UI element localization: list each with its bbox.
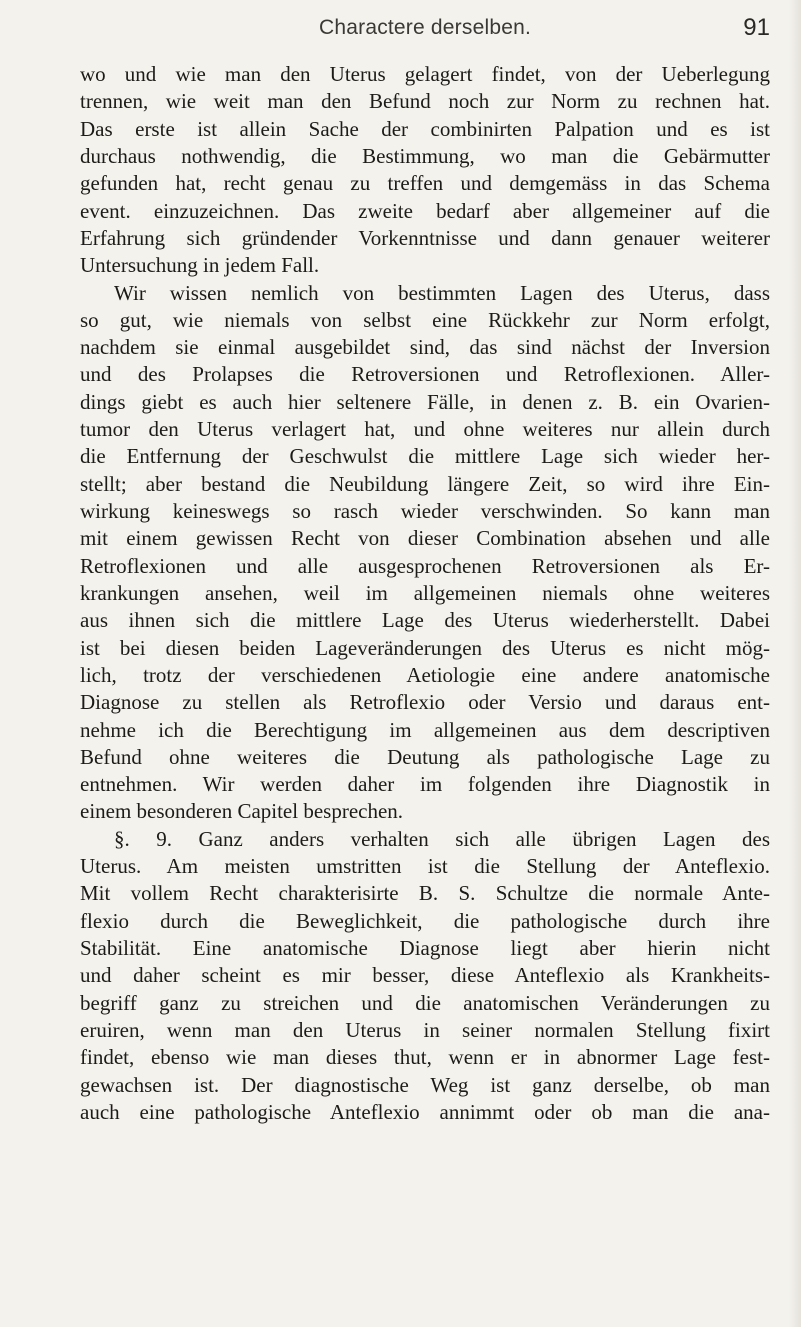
text-line: entnehmen. Wir werden daher im folgenden ihre Diagnostik in <box>80 772 770 797</box>
text-line: Mit vollem Recht charakterisirte B. S. Schultze die normale Ante- <box>80 881 770 906</box>
text-line: und des Prolapses die Retroversionen und Retroflexionen. Aller- <box>80 362 770 387</box>
text-line: findet, ebenso wie man dieses thut, wenn er in abnormer Lage fest- <box>80 1045 770 1070</box>
text-line: Befund ohne weiteres die Deutung als pathologische Lage zu <box>80 744 770 769</box>
page-edge-shadow <box>789 0 801 1327</box>
text-line: nehme ich die Berechtigung im allgemeinen aus dem descriptiven <box>80 717 770 742</box>
text-line: wirkung keineswegs so rasch wieder verschwinden. So kann man <box>80 499 770 523</box>
text-line: auch eine pathologische Anteflexio annimmt oder ob man die ana- <box>80 1099 770 1124</box>
text-line: gefunden hat, recht genau zu treffen und demgemäss in das Schema <box>80 171 770 196</box>
running-title: Charactere derselben. <box>319 16 531 39</box>
text-line: flexio durch die Beweglichkeit, die pathologische durch ihre <box>80 908 770 933</box>
text-line: durchaus nothwendig, die Bestimmung, wo man die Gebärmutter <box>80 143 770 168</box>
text-line: ist bei diesen beiden Lageveränderungen des Uterus es nicht mög- <box>80 635 770 660</box>
text-line: Diagnose zu stellen als Retroflexio oder Versio und daraus ent- <box>80 690 770 715</box>
text-line: gewachsen ist. Der diagnostische Weg ist ganz derselbe, ob man <box>80 1072 770 1097</box>
text-line: eruiren, wenn man den Uterus in seiner normalen Stellung fixirt <box>80 1017 770 1042</box>
text-line: die Entfernung der Geschwulst die mittlere Lage sich wieder her- <box>80 444 770 469</box>
text-line: wo und wie man den Uterus gelagert findet, von der Ueberlegung <box>80 62 770 86</box>
text-line: Uterus. Am meisten umstritten ist die Stellung der Anteflexio. <box>80 854 770 879</box>
text-line: §. 9. Ganz anders verhalten sich alle übrigen Lagen des <box>114 826 770 851</box>
text-line: mit einem gewissen Recht von dieser Combination absehen und alle <box>80 526 770 551</box>
text-line: krankungen ansehen, weil im allgemeinen niemals ohne weiteres <box>80 580 770 605</box>
text-line: lich, trotz der verschiedenen Aetiologie eine andere anatomische <box>80 662 770 687</box>
text-line: nachdem sie einmal ausgebildet sind, das sind nächst der Inversion <box>80 335 770 360</box>
text-line: Retroflexionen und alle ausgesprochenen Retroversionen als Er- <box>80 553 770 578</box>
text-line: begriff ganz zu streichen und die anatomischen Veränderungen zu <box>80 990 770 1015</box>
text-line: event. einzuzeichnen. Das zweite bedarf aber allgemeiner auf die <box>80 198 770 223</box>
text-line: Erfahrung sich gründender Vorkenntnisse und dann genauer weiterer <box>80 225 770 250</box>
text-line: so gut, wie niemals von selbst eine Rückkehr zur Norm erfolgt, <box>80 307 770 332</box>
text-line: einem besonderen Capitel besprechen. <box>80 799 404 824</box>
running-head <box>80 10 770 50</box>
text-line: stellt; aber bestand die Neubildung längere Zeit, so wird ihre Ein- <box>80 471 770 496</box>
page-number: 91 <box>743 14 770 41</box>
text-line: Wir wissen nemlich von bestimmten Lagen des Uterus, dass <box>114 280 770 305</box>
text-line: und daher scheint es mir besser, diese Anteflexio als Krankheits- <box>80 963 770 988</box>
text-line: Stabilität. Eine anatomische Diagnose liegt aber hierin nicht <box>80 936 770 960</box>
text-line: trennen, wie weit man den Befund noch zur Norm zu rechnen hat. <box>80 89 770 114</box>
text-line: dings giebt es auch hier seltenere Fälle, in denen z. B. ein Ovarien- <box>80 389 770 414</box>
text-line: tumor den Uterus verlagert hat, und ohne weiteres nur allein durch <box>80 417 770 442</box>
text-line: Untersuchung in jedem Fall. <box>80 253 320 278</box>
body-text <box>80 61 770 1126</box>
text-line: Das erste ist allein Sache der combinirten Palpation und es ist <box>80 116 770 141</box>
text-line: aus ihnen sich die mittlere Lage des Uterus wiederherstellt. Dabei <box>80 608 770 633</box>
